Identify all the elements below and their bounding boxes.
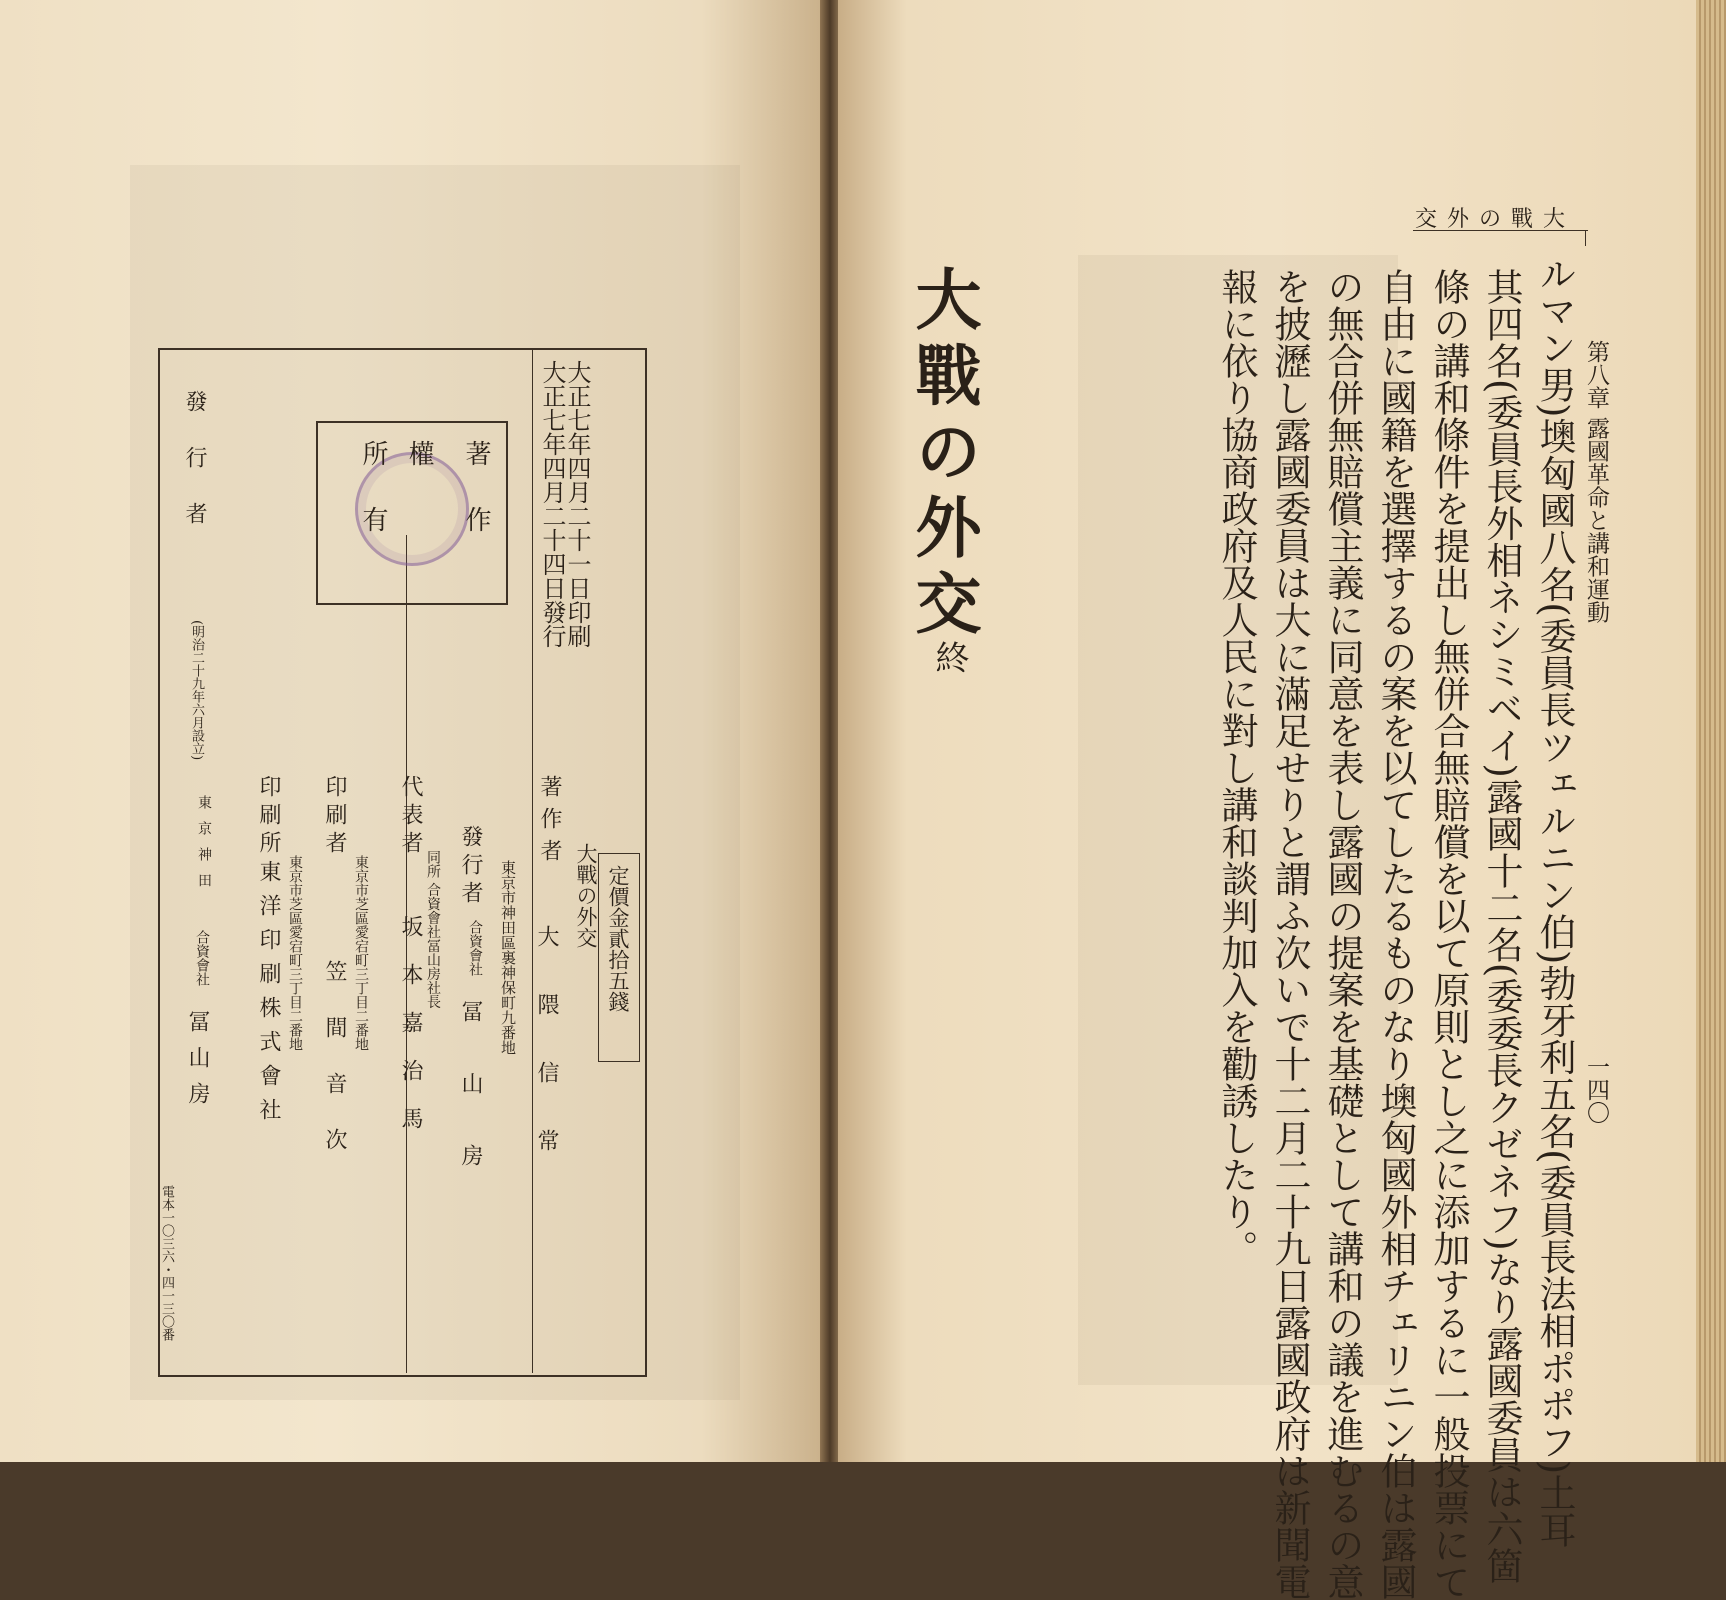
body-column: 報に依り協商政府及人民に對し講和談判加入を勸誘したり。 — [1215, 268, 1258, 1267]
print-date: 大正七年四月二十一日印刷 — [563, 360, 591, 648]
body-column: 其四名(委員長外相ネシミベイ)露國十二名(委委長クゼネフ)なり露國委員は六箇 — [1480, 268, 1523, 1584]
issuer-label: 發行者 — [458, 825, 483, 909]
print-shop-address: 東京市芝區愛宕町三丁目二番地 — [287, 855, 303, 1051]
left-page — [0, 0, 825, 1462]
header-rule — [1585, 230, 1586, 246]
body-column: 自由に國籍を選擇するの案を以てしたるものなり墺匈國外相チェリニン伯は露國 — [1374, 268, 1417, 1600]
publisher-founded: (明治二十九年六月設立) — [189, 620, 204, 761]
print-shop-name: 東洋印刷株式會社 — [256, 860, 281, 1132]
publisher-company: 合資會社 — [194, 930, 210, 986]
printer-name: 笠間音次 — [322, 960, 347, 1184]
representative-name: 坂本嘉治馬 — [398, 915, 423, 1155]
copyright-text: 權 — [404, 440, 434, 466]
publisher-city: 東京神田 — [196, 795, 212, 899]
page-edges — [1696, 0, 1726, 1462]
body-column: 條の講和條件を提出し無併合無賠償を以て原則とし之に添加するに一般投票にて — [1427, 268, 1470, 1600]
representative-note: 同所 合資會社冨山房社長 — [425, 850, 441, 1009]
end-mark: 終 — [929, 640, 969, 674]
colophon-book-title: 大戰の外交 — [574, 843, 598, 948]
copyright-text: 著作 — [461, 440, 491, 572]
publisher-name: 冨山房 — [185, 1010, 210, 1118]
colophon-divider — [532, 350, 533, 1373]
copyright-text: 所有 — [358, 440, 388, 572]
book-title-end: 大戰の外交 — [904, 265, 982, 645]
body-column: ルマン男)墺匈國八名(委員長ツェルニン伯)勃牙利五名(委員長法相ポポフ)土耳 — [1533, 255, 1576, 1549]
issuer-company: 合資會社 — [467, 920, 483, 976]
page-number: 一四〇 — [1583, 1055, 1609, 1124]
publisher-label: 發行者 — [182, 390, 207, 558]
printer-address: 東京市芝區愛宕町三丁目二番地 — [353, 855, 369, 1051]
printer-label: 印刷者 — [322, 775, 347, 859]
author-address: 東京市神田區裏神保町九番地 — [499, 860, 517, 1055]
author-label: 著作者 — [537, 775, 562, 871]
print-shop-label: 印刷所 — [256, 775, 281, 859]
publisher-phone: 電本一〇三六・四一三〇番 — [159, 1185, 174, 1341]
price: 定價金貳拾五錢 — [606, 865, 630, 1012]
representative-label: 代表者 — [398, 775, 423, 859]
publish-date: 大正七年四月二十四日發行 — [538, 360, 566, 648]
chapter-header: 第八章 露國革命と講和運動 — [1583, 340, 1609, 624]
author-name: 大隈信常 — [534, 925, 559, 1197]
book-gutter — [820, 0, 840, 1462]
body-column: を披瀝し露國委員は大に滿足せりと謂ふ次いで十二月二十九日露國政府は新聞電 — [1268, 268, 1311, 1600]
issuer-name: 冨山房 — [458, 1000, 483, 1216]
body-column: の無合併無賠償主義に同意を表し露國の提案を基礎として講和の議を進むるの意 — [1321, 268, 1364, 1600]
running-header: 大戰の外交 — [1415, 207, 1576, 232]
